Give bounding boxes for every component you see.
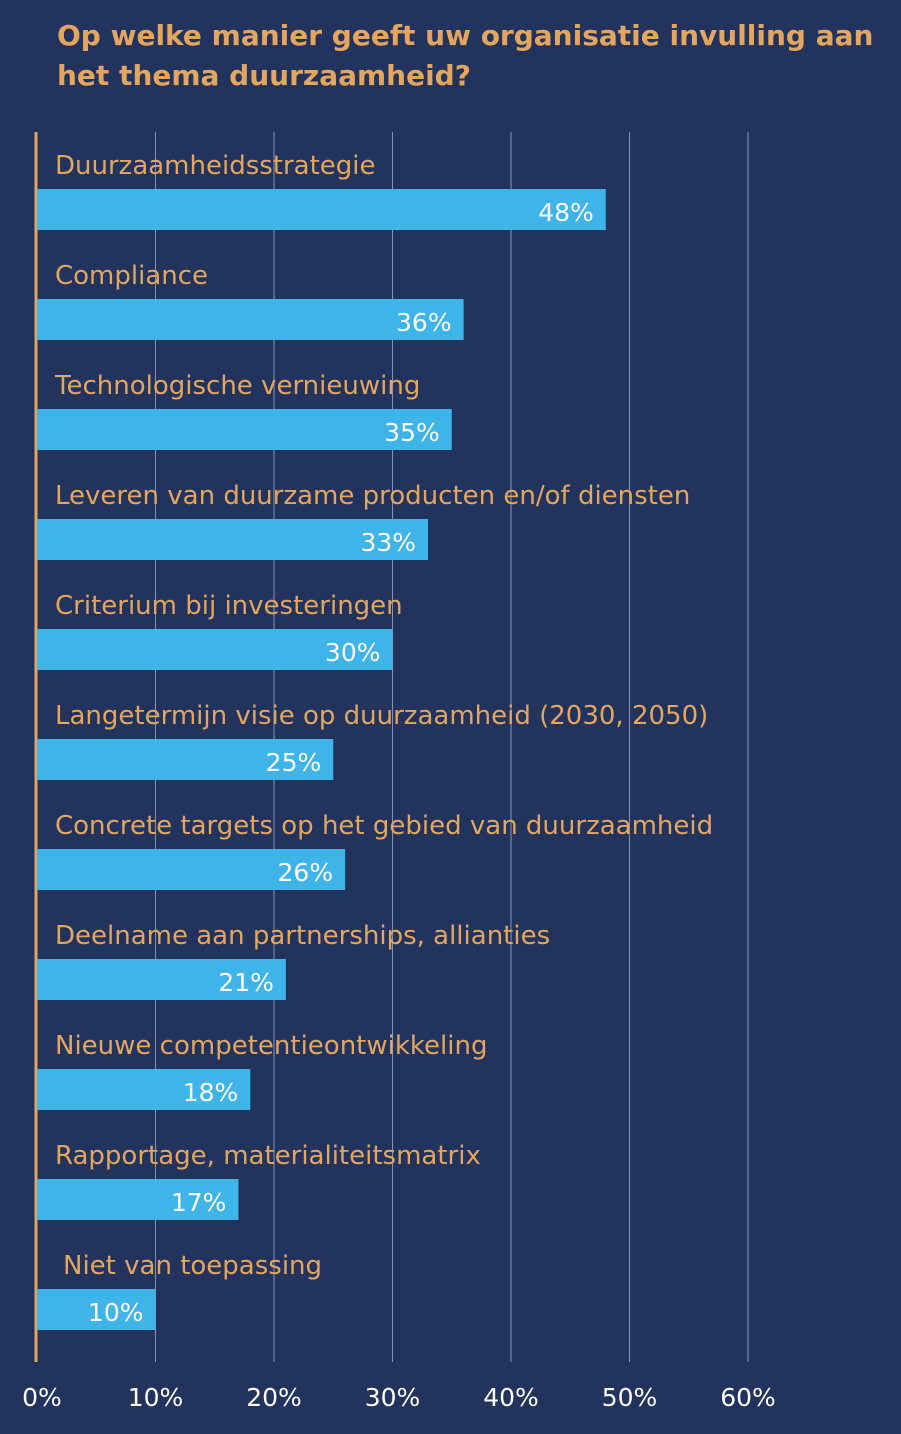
x-tick-label: 30% [364, 1383, 421, 1412]
value-label: 17% [170, 1188, 227, 1217]
x-tick-label: 20% [246, 1383, 302, 1412]
value-label: 36% [396, 308, 452, 337]
value-label: 35% [384, 418, 440, 447]
value-label: 26% [277, 858, 334, 887]
value-label: 18% [182, 1078, 239, 1107]
category-label: Technologische vernieuwing [55, 371, 421, 401]
category-label: Leveren van duurzame producten en/of diensten [55, 481, 691, 511]
value-label: 25% [265, 748, 322, 777]
value-label: 48% [538, 198, 594, 227]
category-label: Langetermijn visie op duurzaamheid (2030, 2050) [55, 701, 709, 731]
chart-title: Op welke manier geeft uw organisatie invulling aan het thema duurzaamheid? [57, 19, 874, 92]
x-tick-label: 10% [127, 1383, 184, 1412]
x-axis-ticks [22, 1383, 776, 1412]
category-label: Nieuwe competentieontwikkeling [55, 1031, 488, 1061]
x-tick-label: 50% [601, 1383, 658, 1412]
x-tick-label: 60% [720, 1383, 776, 1412]
category-label: Deelname aan partnerships, allianties [55, 921, 551, 951]
category-label: Compliance [55, 261, 209, 291]
value-label: 33% [360, 528, 417, 557]
value-label: 10% [87, 1298, 144, 1327]
x-tick-label: 40% [483, 1383, 539, 1412]
category-label: Concrete targets op het gebied van duurzaamheid [55, 811, 714, 841]
category-label: Duurzaamheidsstrategie [55, 151, 376, 181]
bar [37, 189, 606, 230]
category-label: Niet van toepassing [63, 1251, 323, 1281]
value-label: 30% [324, 638, 381, 667]
value-label: 21% [218, 968, 274, 997]
x-tick-label: 0% [22, 1383, 62, 1412]
category-label: Rapportage, materialiteitsmatrix [55, 1141, 481, 1171]
category-label: Criterium bij investeringen [55, 591, 403, 621]
